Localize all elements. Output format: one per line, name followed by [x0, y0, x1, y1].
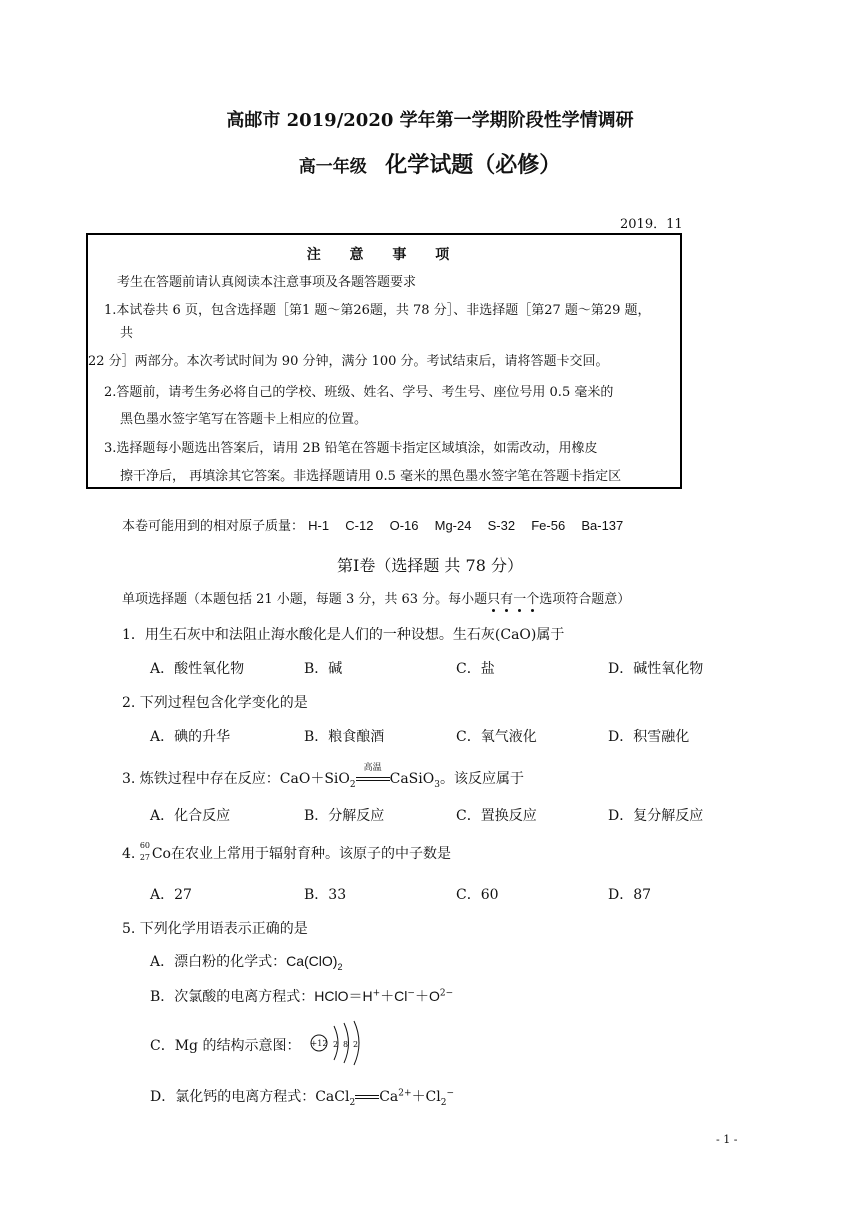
question-2-option-c[interactable]: C．氧气液化 — [456, 729, 537, 745]
question-4-option-b[interactable]: B．33 — [304, 887, 347, 903]
emphasis-char: 有 — [500, 592, 514, 607]
atomic-mass-item: C-12 — [345, 518, 374, 533]
question-3-option-d[interactable]: D．复分解反应 — [608, 808, 704, 824]
question-1-option-d[interactable]: D．碱性氧化物 — [608, 661, 704, 677]
shell-electron-count: 8 — [343, 1040, 349, 1049]
atomic-mass-item: Fe-56 — [531, 518, 566, 533]
subject-label: 化学试题（必修） — [385, 152, 562, 178]
nucleus-charge: +12 — [310, 1039, 328, 1048]
question-3-option-b[interactable]: B．分解反应 — [304, 808, 385, 824]
reaction-arrow — [356, 763, 390, 787]
question-1-option-a[interactable]: A．酸性氧化物 — [150, 661, 245, 677]
question-5-option-c[interactable]: C．Mg 的结构示意图： — [150, 1038, 301, 1054]
grade-label: 高一年级 — [298, 157, 367, 177]
reaction-condition: 高温 — [363, 763, 382, 773]
exam-date: 2019．11 — [620, 217, 683, 232]
notice-title: 注 意 事 项 — [306, 247, 462, 263]
question-1-option-b[interactable]: B．碱 — [304, 661, 343, 677]
atomic-mass-item: H-1 — [308, 518, 330, 533]
question-2-stem: 2. 下列过程包含化学变化的是 — [122, 695, 308, 711]
notice-item-2-cont: 黑色墨水签字笔写在答题卡上相应的位置。 — [120, 412, 368, 427]
exam-subtitle — [0, 148, 860, 179]
atomic-mass-item: Ba-137 — [581, 518, 624, 533]
notice-item-2: 2.答题前，请考生务必将自己的学校、班级、姓名、学号、考生号、座位号用 0.5 毫米的 — [104, 385, 614, 400]
mg-atomic-structure-diagram — [306, 1020, 370, 1070]
shell-electron-count: 2 — [333, 1040, 339, 1049]
question-5-option-b[interactable]: B．次氯酸的电离方程式：$HClO=H^++Cl^-+O^{2-}$ — [150, 988, 454, 1005]
page-number: - 1 - — [716, 1133, 738, 1146]
section-instruction — [122, 588, 630, 607]
atomic-masses-label: 本卷可能用到的相对原子质量： — [122, 519, 305, 534]
question-4-option-d[interactable]: D．87 — [608, 887, 652, 903]
shell-electron-count: 2 — [353, 1040, 359, 1049]
question-2-option-b[interactable]: B．粮食酿酒 — [304, 729, 385, 745]
question-1-stem: 1．用生石灰中和法阻止海水酸化是人们的一种设想。生石灰(CaO)属于 — [122, 627, 565, 643]
notice-item-3-cont: 擦干净后， 再填涂其它答案。非选择题请用 0.5 毫米的黑色墨水签字笔在答题卡指定区 — [120, 469, 622, 484]
question-1-option-c[interactable]: C．盐 — [456, 661, 495, 677]
question-5-stem: 5. 下列化学用语表示正确的是 — [122, 921, 308, 937]
atomic-mass-item: S-32 — [487, 518, 516, 533]
atomic-masses — [122, 515, 623, 534]
atomic-mass-item: Mg-24 — [434, 518, 472, 533]
notice-intro: 考生在答题前请认真阅读本注意事项及各题答题要求 — [117, 275, 417, 290]
question-2-option-d[interactable]: D．积雪融化 — [608, 729, 690, 745]
equals-sign — [355, 1095, 379, 1099]
question-3-option-c[interactable]: C．置换反应 — [456, 808, 537, 824]
emphasis-char: 只 — [487, 592, 501, 607]
question-3-option-a[interactable]: A．化合反应 — [150, 808, 231, 824]
notice-item-1: 1.本试卷共 6 页，包含选择题［第1 题～第26题，共 78 分］、非选择题［第27 题～第29 题， — [104, 303, 651, 318]
emphasis-char: 个 — [526, 592, 540, 607]
instruction-suffix: 选项符合题意） — [539, 592, 631, 607]
question-4-option-a[interactable]: A．27 — [150, 887, 192, 903]
section-title: 第Ⅰ卷（选择题 共 78 分） — [337, 556, 523, 575]
notice-item-3: 3.选择题每小题选出答案后，请用 2B 铅笔在答题卡指定区域填涂，如需改动，用橡皮 — [104, 441, 598, 456]
emphasis-char: 一 — [513, 592, 527, 607]
instruction-prefix: 单项选择题（本题包括 21 小题，每题 3 分，共 63 分。每小题 — [122, 592, 488, 607]
question-5-option-a[interactable]: A．漂白粉的化学式：$Ca(ClO)_2$ — [150, 953, 343, 972]
question-4-option-c[interactable]: C．60 — [456, 887, 499, 903]
question-2-option-a[interactable]: A．碘的升华 — [150, 729, 231, 745]
notice-item-1-wrap: 共 — [120, 326, 134, 341]
nuclide-notation: 60 27 — [139, 841, 150, 862]
exam-title: 高邮市 2019/2020 学年第一学期阶段性学情调研 — [226, 110, 634, 131]
question-5-option-d[interactable]: D．氯化钙的电离方程式：CaCl$_2$ $Ca^{2+}+Cl_2^-$ — [150, 1088, 455, 1108]
question-4-stem: 4. 60 27 Co在农业上常用于辐射育种。该原子的中子数是 — [122, 841, 451, 862]
notice-item-1-cont: 22 分］两部分。本次考试时间为 90 分钟，满分 100 分。考试结束后，请将答题卡交回。 — [88, 354, 609, 369]
atomic-mass-item: O-16 — [389, 518, 419, 533]
question-3-stem: 3. 炼铁过程中存在反应：CaO＋SiO$_2$ 高温 CaSiO$_3$。该反应属于 — [122, 768, 524, 790]
